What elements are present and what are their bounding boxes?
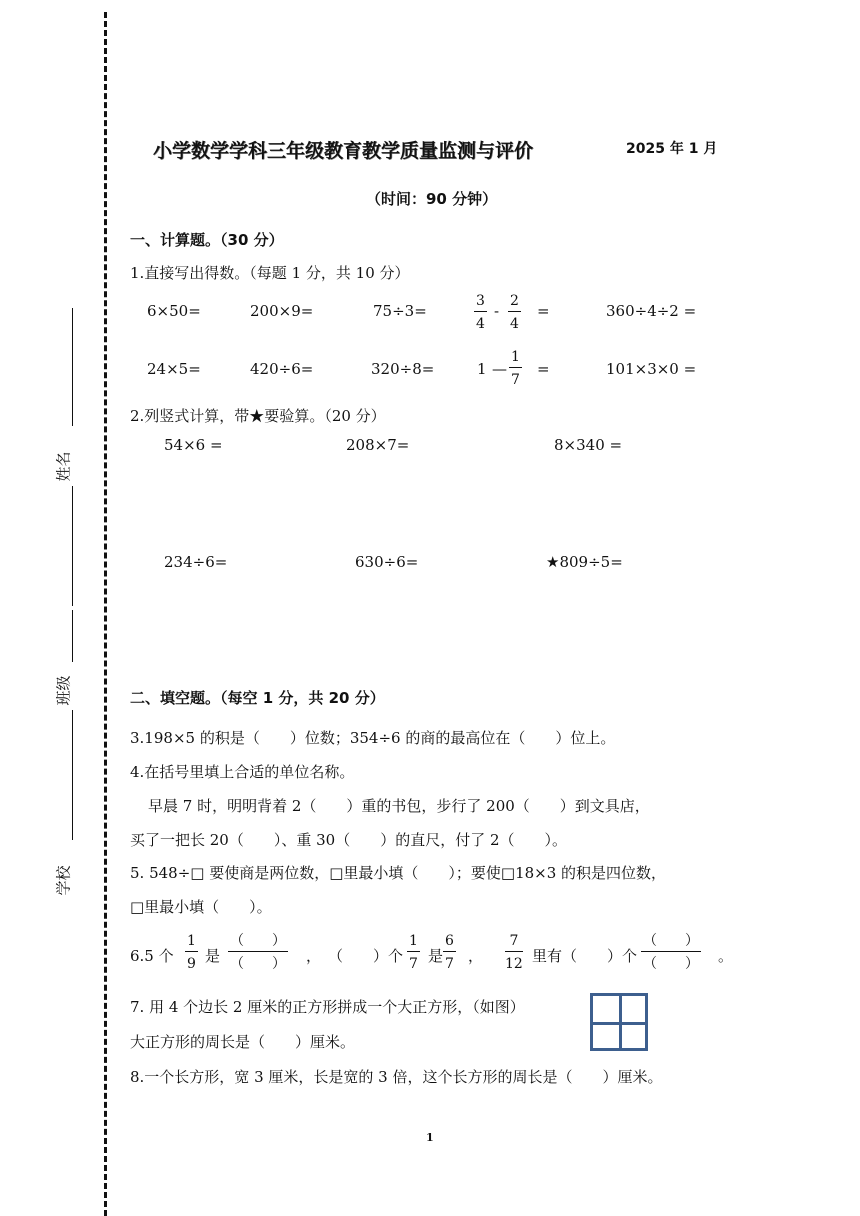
blank-fraction[interactable] [228, 934, 288, 971]
q6-blank-count: （ ）个 [328, 947, 404, 965]
name-underline-lower [72, 486, 73, 606]
q6-is: 是 [428, 947, 444, 965]
equals-sign: = [537, 302, 550, 320]
school-label: 学校 [54, 865, 73, 896]
name-underline [72, 308, 73, 426]
calc-item: 101×3×0 = [606, 360, 697, 378]
q6-comma: ， [306, 947, 322, 965]
fraction [407, 934, 420, 971]
fraction [185, 934, 198, 971]
exam-duration: （时间：90 分钟） [366, 190, 498, 208]
blank-denominator[interactable]: （ ） [230, 956, 286, 972]
class-underline [72, 610, 73, 662]
fraction-denominator: 7 [409, 956, 418, 972]
square-grid-figure [590, 993, 648, 1051]
binding-dashed-line [104, 12, 107, 1216]
vertical-calc-item: 54×6 = [164, 436, 223, 454]
fraction-numerator: 2 [510, 293, 519, 309]
calc-item: 24×5= [147, 360, 201, 378]
equals-sign: = [537, 360, 550, 378]
q6-prefix: 6.5 个 [130, 947, 174, 965]
q2-label: 2.列竖式计算，带★要验算。（20 分） [130, 407, 386, 425]
blank-denominator[interactable]: （ ） [643, 956, 699, 972]
fraction-numerator: 6 [445, 933, 454, 949]
fraction-numerator: 7 [509, 933, 519, 949]
exam-date: 2025 年 1 月 [626, 141, 718, 157]
fraction-numerator: 1 [409, 933, 418, 949]
question-7-line2: 大正方形的周长是（ ）厘米。 [130, 1033, 356, 1051]
q6-comma: ， [468, 947, 484, 965]
blank-fraction[interactable] [641, 934, 701, 971]
calc-item: 320÷8= [371, 360, 435, 378]
page-title: 小学数学学科三年级教育教学质量监测与评价 [153, 140, 534, 162]
whole-number: 1 [477, 360, 487, 378]
fraction-numerator: 1 [187, 933, 196, 949]
q6-end: 。 [718, 947, 734, 965]
question-5-line2: □里最小填（ ）。 [130, 898, 272, 916]
q1-label: 1.直接写出得数。（每题 1 分，共 10 分） [130, 264, 410, 282]
grid-divider-horizontal [593, 1022, 645, 1025]
fraction [508, 294, 521, 331]
vertical-calc-item: 208×7= [346, 436, 410, 454]
fraction-denominator: 9 [187, 956, 196, 972]
fraction-denominator: 4 [510, 316, 519, 332]
question-5-line1: 5. 548÷□ 要使商是两位数，□里最小填（ ）；要使□18×3 的积是四位数， [130, 864, 667, 882]
question-8: 8.一个长方形，宽 3 厘米，长是宽的 3 倍，这个长方形的周长是（ ）厘米。 [130, 1068, 663, 1086]
fraction [474, 294, 487, 331]
calc-item: 200×9= [250, 302, 314, 320]
question-3: 3.198×5 的积是（ ）位数；354÷6 的商的最高位在（ ）位上。 [130, 729, 616, 747]
question-4-line1: 早晨 7 时，明明背着 2（ ）重的书包，步行了 200（ ）到文具店， [148, 797, 650, 815]
fraction-denominator: 7 [511, 372, 520, 388]
section1-heading: 一、计算题。（30 分） [130, 231, 284, 249]
fraction-numerator: 3 [476, 293, 485, 309]
section2-heading: 二、填空题。（每空 1 分，共 20 分） [130, 689, 385, 707]
calc-item: 75÷3= [373, 302, 427, 320]
calc-item: 360÷4÷2 = [606, 302, 697, 320]
q6-is: 是 [205, 947, 221, 965]
vertical-calc-item: 630÷6= [355, 553, 419, 571]
calc-item: 420÷6= [250, 360, 314, 378]
page-number: 1 [426, 1131, 434, 1144]
class-label: 班级 [54, 675, 73, 706]
blank-numerator[interactable]: （ ） [643, 933, 699, 949]
fraction-numerator: 1 [511, 349, 520, 365]
vertical-calc-item: 234÷6= [164, 553, 228, 571]
fraction [443, 934, 456, 971]
fraction-denominator: 7 [445, 956, 454, 972]
question-4-line2: 买了一把长 20（ ）、重 30（ ）的直尺，付了 2（ ）。 [130, 831, 568, 849]
calc-item: 6×50= [147, 302, 201, 320]
question-7-line1: 7. 用 4 个边长 2 厘米的正方形拼成一个大正方形，（如图） [130, 998, 525, 1016]
fraction [509, 350, 522, 387]
name-label: 姓名 [54, 451, 73, 482]
vertical-calc-item: ★809÷5= [546, 553, 623, 571]
fraction-denominator: 12 [505, 956, 523, 972]
class-underline-lower [72, 710, 73, 840]
blank-numerator[interactable]: （ ） [230, 933, 286, 949]
question-4-label: 4.在括号里填上合适的单位名称。 [130, 763, 355, 781]
minus-sign: - [494, 302, 500, 320]
q6-contains: 里有（ ）个 [532, 947, 638, 965]
fraction [505, 934, 523, 971]
fraction-denominator: 4 [476, 316, 485, 332]
minus-sign: — [492, 360, 507, 378]
vertical-calc-item: 8×340 = [554, 436, 623, 454]
